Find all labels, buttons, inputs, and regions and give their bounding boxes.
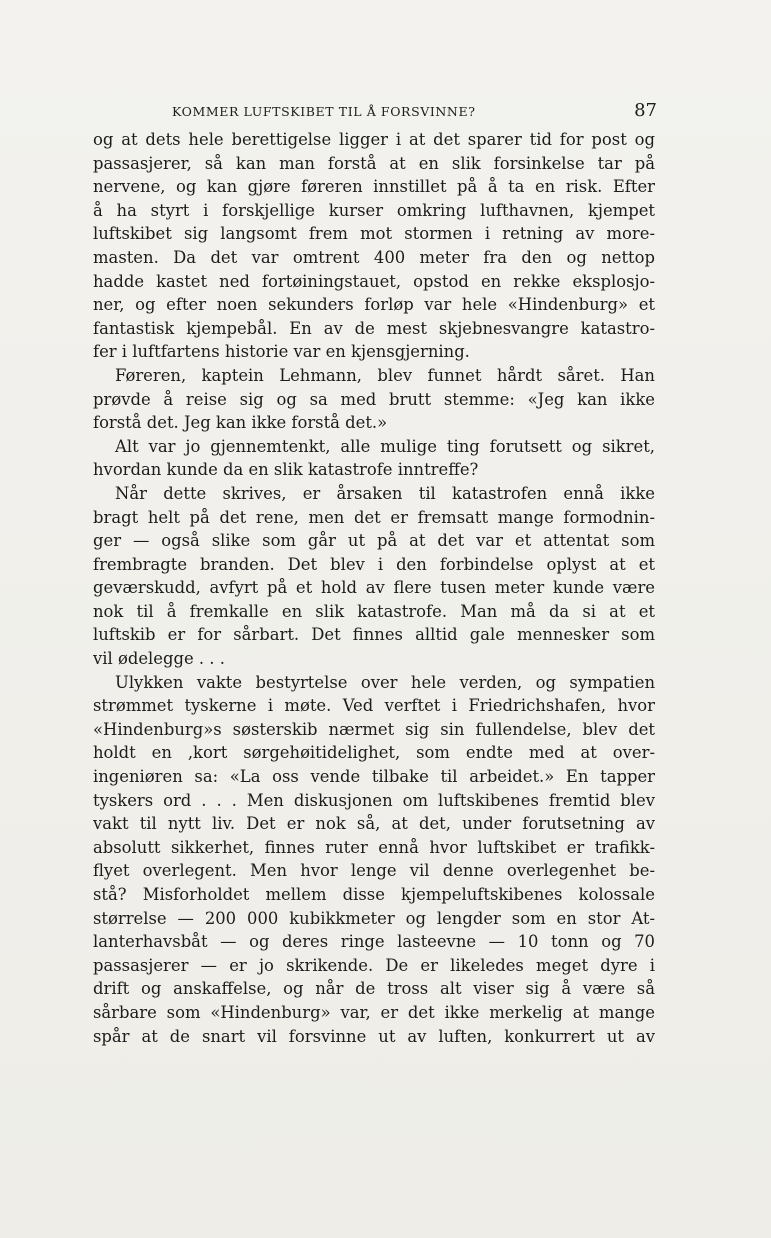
text-line: tyskers ord . . . Men diskusjonen om luftskibenes fremtid blev (93, 790, 655, 810)
text-line: Alt var jo gjennemtenkt, alle mulige ting forutsett og sikret, (115, 436, 655, 456)
text-line: lanterhavsbåt — og deres ringe lasteevne — 10 tonn og 70 (93, 932, 655, 952)
text-line: holdt en ,kort sørgehøitidelighet, som endte med at over- (93, 743, 655, 763)
text-line: passasjerer — er jo skrikende. De er likeledes meget dyre i (93, 955, 655, 975)
text-line: ingeniøren sa: «La oss vende tilbake til arbeidet.» En tapper (93, 767, 655, 787)
text-line: luftskibet sig langsomt frem mot stormen i retning av more- (93, 224, 655, 244)
text-line: frembragte branden. Det blev i den forbindelse oplyst at et (93, 554, 655, 574)
text-line: ger — også slike som går ut på at det var et attentat som (93, 531, 655, 551)
text-line: forstå det. Jeg kan ikke forstå det.» (93, 413, 388, 433)
text-line: ner, og efter noen sekunders forløp var hele «Hindenburg» et (93, 295, 655, 315)
text-line: og at dets hele berettigelse ligger i at det sparer tid for post og (93, 130, 655, 149)
text-line: luftskib er for sårbart. Det finnes alltid gale mennesker som (93, 625, 655, 645)
text-line: fer i luftfartens historie var en kjensgjerning. (93, 342, 470, 362)
text-line: drift og anskaffelse, og når de tross alt viser sig å være så (93, 979, 655, 999)
body-text (93, 128, 655, 1048)
text-line: å ha styrt i forskjellige kurser omkring lufthavnen, kjempet (93, 200, 655, 220)
text-line: Føreren, kaptein Lehmann, blev funnet hårdt såret. Han (115, 365, 655, 385)
text-line: vil ødelegge . . . (93, 649, 225, 669)
text-line: masten. Da det var omtrent 400 meter fra den og nettop (93, 247, 655, 267)
text-line: bragt helt på det rene, men det er fremsatt mange formodnin- (93, 507, 655, 527)
text-line: «Hindenburg»s søsterskib nærmet sig sin fullendelse, blev det (93, 719, 655, 739)
text-line: fantastisk kjempebål. En av de mest skjebnesvangre katastro- (93, 318, 655, 338)
text-line: geværskudd, avfyrt på et hold av flere tusen meter kunde være (93, 578, 655, 598)
text-line: størrelse — 200 000 kubikkmeter og lengder som en stor At- (93, 908, 655, 928)
text-line: vakt til nytt liv. Det er nok så, at det, under forutsetning av (93, 814, 655, 834)
text-line: hadde kastet ned fortøiningstauet, opstod en rekke eksplosjo- (93, 271, 655, 291)
text-line: nok til å fremkalle en slik katastrofe. Man må da si at et (93, 601, 655, 621)
page-header (172, 100, 657, 128)
text-line: stå? Misforholdet mellem disse kjempeluftskibenes kolossale (93, 885, 655, 904)
text-line: nervene, og kan gjøre føreren innstillet på å ta en risk. Efter (93, 177, 655, 197)
text-line: strømmet tyskerne i møte. Ved verftet i Friedrichshafen, hvor (93, 696, 655, 716)
text-line: spår at de snart vil forsvinne ut av luften, konkurrert ut av (93, 1026, 655, 1046)
text-line: Når dette skrives, er årsaken til katastrofen ennå ikke (115, 483, 655, 503)
text-line: Ulykken vakte bestyrtelse over hele verden, og sympatien (115, 672, 655, 692)
page-number: 87 (634, 100, 657, 121)
text-line: hvordan kunde da en slik katastrofe inntreffe? (93, 460, 479, 480)
text-line: passasjerer, så kan man forstå at en slik forsinkelse tar på (93, 153, 655, 173)
text-line: prøvde å reise sig og sa med brutt stemme: «Jeg kan ikke (93, 389, 655, 409)
running-head: KOMMER LUFTSKIBET TIL Å FORSVINNE? (172, 104, 476, 119)
text-line: flyet overlegent. Men hvor lenge vil denne overlegenhet be- (93, 861, 655, 881)
text-line: sårbare som «Hindenburg» var, er det ikke merkelig at mange (93, 1002, 655, 1022)
text-line: absolutt sikkerhet, finnes ruter ennå hvor luftskibet er trafikk- (93, 837, 655, 857)
